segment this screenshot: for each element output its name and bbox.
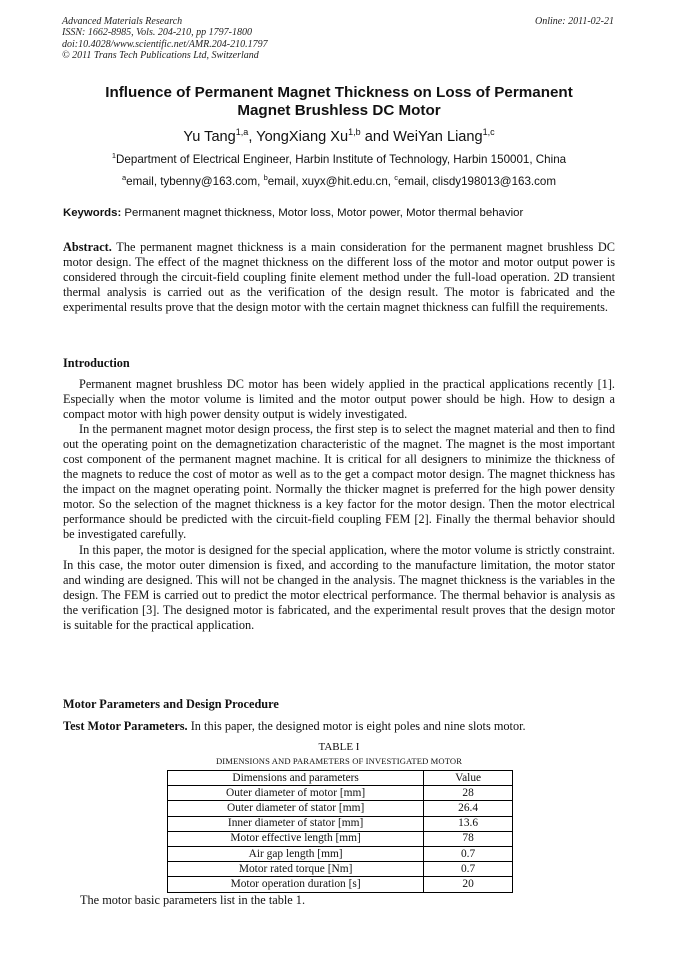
affiliation-superscript: 1 (111, 151, 117, 160)
keywords-text: Permanent magnet thickness, Motor loss, Motor power, Motor thermal behavior (121, 207, 524, 219)
table-cell-value: 0.7 (424, 862, 513, 877)
online-date: Online: 2011-02-21 (535, 16, 614, 27)
table-cell-param: Motor operation duration [s] (168, 877, 424, 892)
abstract (63, 240, 615, 315)
table-row (168, 816, 513, 831)
table-cell-value: 28 (424, 786, 513, 801)
author-separator: and (360, 128, 394, 145)
table-cell-param: Motor rated torque [Nm] (168, 862, 424, 877)
table-cell-param: Outer diameter of stator [mm] (168, 801, 424, 816)
keywords-label: Keywords: (63, 207, 122, 219)
table-reference-text: The motor basic parameters list in the table 1. (80, 893, 306, 907)
table-cell-value: 13.6 (424, 816, 513, 831)
journal-name: Advanced Materials Research (62, 16, 183, 27)
email-superscript: b (263, 173, 268, 182)
author-superscript: 1,c (482, 127, 495, 137)
author-list (40, 123, 638, 146)
table-caption: TABLE I (318, 741, 360, 753)
parameter-table (167, 770, 513, 893)
introduction-body (63, 377, 615, 633)
table-cell-param: Motor effective length [mm] (168, 831, 424, 846)
table-row (168, 831, 513, 846)
issn-line: ISSN: 1662-8985, Vols. 204-210, pp 1797-1800 (62, 27, 252, 39)
email-superscript: c (394, 173, 398, 182)
author-superscript: 1,b (348, 127, 361, 137)
paragraph: In this paper, the motor is designed for the special application, where the motor volume is strictly constraint. In this case, the motor outer dimension is fixed, and according to the manufacture limitation, the motor stator and winding are designed. This will not be changed in the analysis. The magnet thickness is the variables in the design. The FEM is carried out to predict the motor electrical performance. The thermal behavior is analysis as the verification [3]. The designed motor is fabricated, and the experimental result proves that the design motor is suitable for the practical application. (63, 542, 615, 632)
subsection-text: In this paper, the designed motor is eight poles and nine slots motor. (187, 719, 526, 733)
table-subcaption: DIMENSIONS AND PARAMETERS OF INVESTIGATED MOTOR (215, 756, 463, 766)
paragraph: In the permanent magnet motor design process, the first step is to select the magnet material and then to find out the operating point on the demagnetization characteristic of the magnet. The magnet is the most important cost component of the permanent magnet machine. It is critical for all designers to minimize the thickness of the magnets to reduce the cost of motor as well as to the get a compact motor design. The magnet thickness has the impact on the magnet operating point. Normally the thicker magnet is preferred for the high power density motor. So the selection of the magnet thickness is a key factor for the motor design. Then the motor electrical performance should be predicted with the circuit-field coupling FEM [2]. Finally the thermal behavior should be investigated carefully. (63, 422, 615, 542)
author-name: Yu Tang (183, 128, 236, 145)
affiliation (40, 149, 638, 167)
author-separator: , (248, 128, 257, 145)
journal-header (62, 16, 268, 61)
table-row (168, 846, 513, 861)
paper-title (40, 84, 638, 120)
email-text: email, xuyx@hit.edu.cn, (267, 174, 395, 188)
table-cell-param: Air gap length [mm] (168, 846, 424, 861)
email-superscript: a (121, 173, 127, 182)
author-superscript: 1,a (235, 127, 249, 137)
table-cell-value: 20 (424, 877, 513, 892)
paragraph: Permanent magnet brushless DC motor has been widely applied in the practical applications recently [1]. Especially when the motor volume is limited and the motor output power should be high. How to design a compact motor with high power density output is widely investigated. (63, 377, 615, 422)
author-name: YongXiang Xu (256, 128, 349, 145)
subsection-label: Test Motor Parameters. (63, 719, 188, 733)
introduction-heading: Introduction (63, 356, 130, 370)
table-row (168, 801, 513, 816)
doi-line: doi:10.4028/www.scientific.net/AMR.204-210.1797 (62, 38, 268, 50)
table-cell-param: Outer diameter of motor [mm] (168, 786, 424, 801)
table-header-row (168, 771, 513, 786)
abstract-text: The permanent magnet thickness is a main consideration for the permanent magnet brushless DC motor design. The effect of the magnet thickness on the different loss of the motor and motor output power is considered through the circuit-field coupling finite element method under the full-load operation. 2D transient thermal analysis is carried out as the verification of the design result. The motor is fabricated and the experimental results prove that the design motor with the certain magnet thickness can fulfill the requirements. (63, 240, 615, 315)
table-cell-param: Inner diameter of stator [mm] (168, 816, 424, 831)
email-text: email, clisdy198013@163.com (397, 174, 557, 188)
table-header-cell: Dimensions and parameters (168, 771, 424, 786)
motor-section-heading: Motor Parameters and Design Procedure (63, 697, 279, 711)
motor-subsection (63, 719, 615, 734)
table-cell-value: 26.4 (424, 801, 513, 816)
abstract-label: Abstract. (63, 240, 112, 254)
copyright-line: © 2011 Trans Tech Publications Ltd, Switzerland (62, 49, 259, 61)
title-line-1: Influence of Permanent Magnet Thickness on Loss of Permanent (105, 84, 573, 101)
table-cell-value: 0.7 (424, 846, 513, 861)
affiliation-text: Department of Electrical Engineer, Harbin Institute of Technology, Harbin 150001, China (116, 152, 567, 166)
table-row (168, 786, 513, 801)
email-text: email, tybenny@163.com, (126, 174, 264, 188)
author-name: WeiYan Liang (393, 128, 483, 145)
table-cell-value: 78 (424, 831, 513, 846)
title-line-2: Magnet Brushless DC Motor (237, 102, 441, 119)
table-header-cell: Value (424, 771, 513, 786)
table-row (168, 862, 513, 877)
table-row (168, 877, 513, 892)
email-line (40, 171, 638, 189)
keywords (63, 206, 615, 220)
